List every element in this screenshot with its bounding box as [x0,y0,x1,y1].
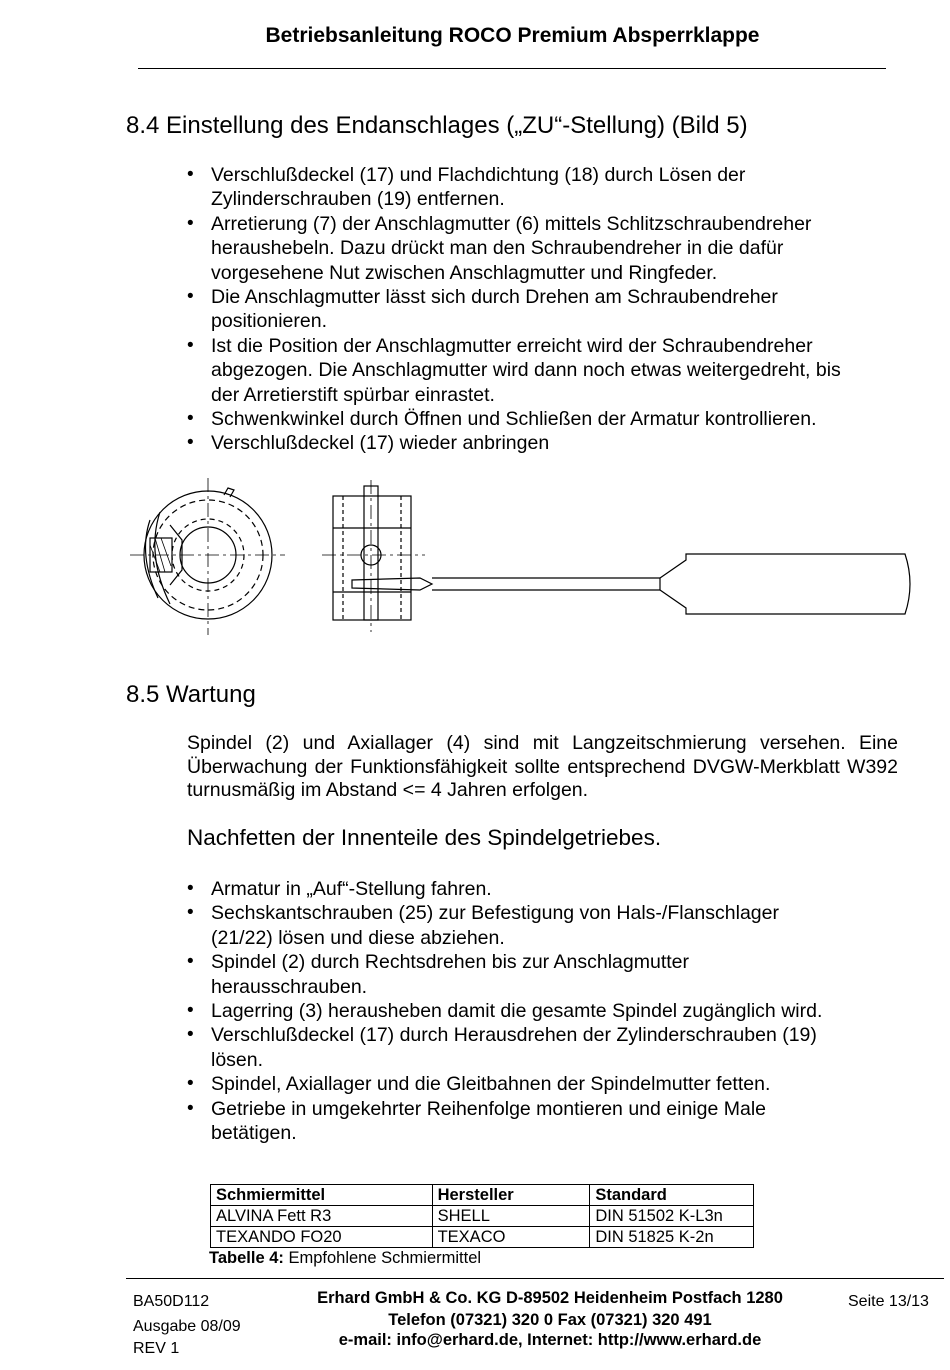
page-header-title: Betriebsanleitung ROCO Premium Absperrklappe [265,24,760,47]
list-item-line: • Schwenkwinkel durch Öffnen und Schließen der Armatur kontrollieren. [211,408,817,431]
list-item-line: Zylinderschrauben (19) entfernen. [211,188,505,211]
list-item-line: herausschrauben. [211,975,368,998]
lubrication-subheading: Nachfetten der Innenteile des Spindelgetriebes. [187,825,662,850]
company-phone: Telefon (07321) 320 0 Fax (07321) 320 491 [388,1311,712,1329]
page-number: Seite 13/13 [848,1293,929,1310]
list-item-line: • Armatur in „Auf“-Stellung fahren. [211,878,492,900]
section-8-5-heading: 8.5 Wartung [126,681,256,708]
table-cell: DIN 51502 K-L3n [590,1206,754,1227]
screwdriver-illustration [352,554,910,614]
list-item-line: • Verschlußdeckel (17) und Flachdichtung (18) durch Lösen der [211,164,746,186]
list-item [187,1023,907,1072]
list-item-line: • Verschlußdeckel (17) wieder anbringen [211,432,550,455]
list-item [187,334,907,407]
table-caption-text: Empfohlene Schmiermittel [283,1249,482,1267]
figure-endstop-adjustment [120,478,930,638]
list-item-line: • Die Anschlagmutter lässt sich durch Drehen am Schraubendreher [211,286,778,309]
table-cell: TEXACO [432,1227,590,1248]
table-row [211,1227,754,1248]
column-header-standard: Standard [590,1185,754,1206]
list-item [187,1072,907,1096]
ring-nut-side-view [322,480,425,632]
table-cell: TEXANDO FO20 [211,1227,433,1248]
list-item-line: • Spindel, Axiallager und die Gleitbahnen der Spindelmutter fetten. [211,1073,771,1096]
edition: Ausgabe 08/09 [133,1318,241,1335]
lubrication-steps [187,877,907,1145]
list-item-line: • Spindel (2) durch Rechtsdrehen bis zur Anschlagmutter [211,951,689,974]
list-item-line: abgezogen. Die Anschlagmutter wird dann noch etwas weitergedreht, bis [211,359,841,382]
table-header-row [211,1185,754,1206]
footer-divider [126,1278,944,1279]
list-item [187,407,907,431]
list-item [187,431,907,455]
list-item [187,877,907,901]
list-item-line: • Getriebe in umgekehrter Reihenfolge montieren und einige Male [211,1097,766,1120]
list-item-line: lösen. [211,1048,264,1071]
table-caption-label: Tabelle 4: [209,1249,284,1267]
table-cell: SHELL [432,1206,590,1227]
list-item-line: der Arretierstift spürbar einrastet. [211,383,495,406]
company-web: e-mail: info@erhard.de, Internet: http://www.erhard.de [338,1331,762,1349]
revision: REV 1 [133,1340,180,1357]
ring-nut-front-view [130,478,285,635]
document-id: BA50D112 [133,1293,210,1310]
lubricant-table [210,1184,754,1248]
company-address: Erhard GmbH & Co. KG D-89502 Heidenheim Postfach 1280 [317,1289,783,1307]
table-row [211,1206,754,1227]
section-8-4-heading: 8.4 Einstellung des Endanschlages („ZU“-Stellung) (Bild 5) [126,112,748,139]
list-item [187,163,907,212]
list-item [187,1097,907,1146]
column-header-lubricant: Schmiermittel [211,1185,433,1206]
table-cell: ALVINA Fett R3 [211,1206,433,1227]
list-item-line: (21/22) lösen und diese abziehen. [211,926,505,949]
list-item-line: vorgesehene Nut zwischen Anschlagmutter und Ringfeder. [211,261,718,284]
list-item [187,901,907,950]
maintenance-paragraph: Spindel (2) und Axiallager (4) sind mit Langzeitschmierung versehen. Eine Überwachung der Funktionsfähigkeit sollte entsprechend DVGW-Merkblatt W392 turnusmäßig im Abstand <= 4 Jahren erfolgen. [187,732,898,801]
list-item-line: • Ist die Position der Anschlagmutter erreicht wird der Schraubendreher [211,334,813,357]
list-item-line: • Arretierung (7) der Anschlagmutter (6) mittels Schlitzschraubendreher [211,212,812,235]
list-item-line: • Verschlußdeckel (17) durch Herausdrehen der Zylinderschrauben (19) [211,1024,817,1047]
list-item-line: positionieren. [211,310,327,333]
table-caption [209,1249,481,1268]
column-header-manufacturer: Hersteller [432,1185,590,1206]
list-item-line: heraushebeln. Dazu drückt man den Schraubendreher in die dafür [211,237,784,260]
header-divider [138,68,886,69]
list-item [187,285,907,334]
list-item [187,999,907,1023]
list-item-line: betätigen. [211,1122,297,1145]
list-item-line: • Sechskantschrauben (25) zur Befestigung von Hals-/Flanschlager [211,902,779,925]
table-cell: DIN 51825 K-2n [590,1227,754,1248]
list-item [187,212,907,285]
section-8-4-steps [187,163,907,456]
list-item-line: • Lagerring (3) herausheben damit die gesamte Spindel zugänglich wird. [211,1000,823,1023]
list-item [187,950,907,999]
